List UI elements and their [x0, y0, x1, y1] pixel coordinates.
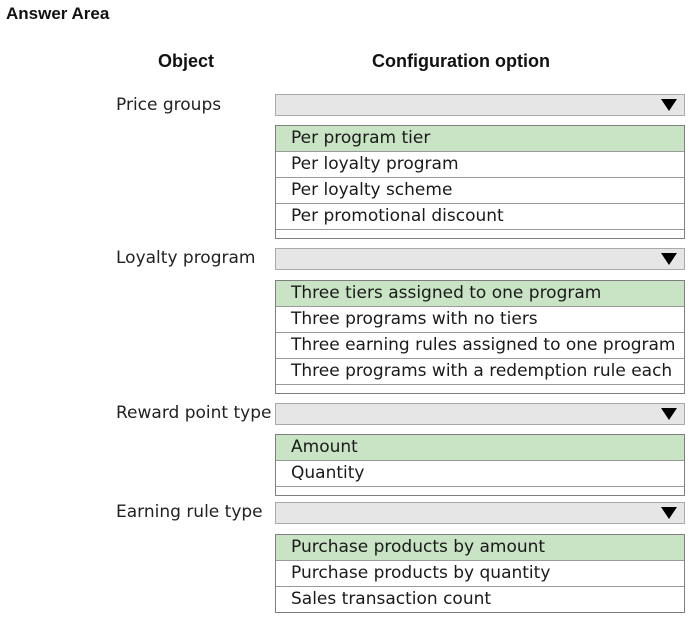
column-header-object: Object — [158, 51, 215, 71]
options-list-padding — [276, 230, 684, 238]
triangle-down-icon — [661, 253, 677, 265]
answer-area-title: Answer Area — [6, 4, 110, 23]
option-three-programs-redemption-rule[interactable]: Three programs with a redemption rule each — [276, 359, 684, 385]
row-label-earning-rule-type: Earning rule type — [116, 502, 263, 522]
options-list-padding — [276, 385, 684, 393]
column-header-configuration-option: Configuration option — [372, 51, 550, 71]
earning-rule-type-dropdown[interactable] — [275, 502, 685, 524]
earning-rule-type-options-list — [275, 534, 685, 613]
triangle-down-icon — [661, 408, 677, 420]
option-per-loyalty-scheme[interactable]: Per loyalty scheme — [276, 178, 684, 204]
options-list-padding — [276, 487, 684, 495]
row-label-price-groups: Price groups — [116, 95, 222, 115]
row-label-reward-point-type: Reward point type — [116, 403, 272, 423]
option-purchase-by-amount[interactable]: Purchase products by amount — [276, 535, 684, 561]
reward-point-type-options-list — [275, 434, 685, 496]
reward-point-type-dropdown[interactable] — [275, 403, 685, 425]
option-purchase-by-quantity[interactable]: Purchase products by quantity — [276, 561, 684, 587]
loyalty-program-dropdown[interactable] — [275, 248, 685, 270]
option-per-program-tier[interactable]: Per program tier — [276, 126, 684, 152]
dropdown-arrow-button[interactable] — [654, 95, 684, 115]
option-three-earning-rules[interactable]: Three earning rules assigned to one program — [276, 333, 684, 359]
option-three-programs-no-tiers[interactable]: Three programs with no tiers — [276, 307, 684, 333]
triangle-down-icon — [661, 507, 677, 519]
option-amount[interactable]: Amount — [276, 435, 684, 461]
price-groups-dropdown[interactable] — [275, 94, 685, 116]
dropdown-arrow-button[interactable] — [654, 249, 684, 269]
price-groups-options-list — [275, 125, 685, 239]
triangle-down-icon — [661, 99, 677, 111]
loyalty-program-options-list — [275, 280, 685, 394]
option-quantity[interactable]: Quantity — [276, 461, 684, 487]
option-sales-transaction-count[interactable]: Sales transaction count — [291, 589, 492, 609]
row-label-loyalty-program: Loyalty program — [116, 248, 256, 268]
dropdown-arrow-button[interactable] — [654, 503, 684, 523]
option-per-loyalty-program[interactable]: Per loyalty program — [276, 152, 684, 178]
dropdown-arrow-button[interactable] — [654, 404, 684, 424]
option-per-promotional-discount[interactable]: Per promotional discount — [276, 204, 684, 230]
option-three-tiers-one-program[interactable]: Three tiers assigned to one program — [276, 281, 684, 307]
